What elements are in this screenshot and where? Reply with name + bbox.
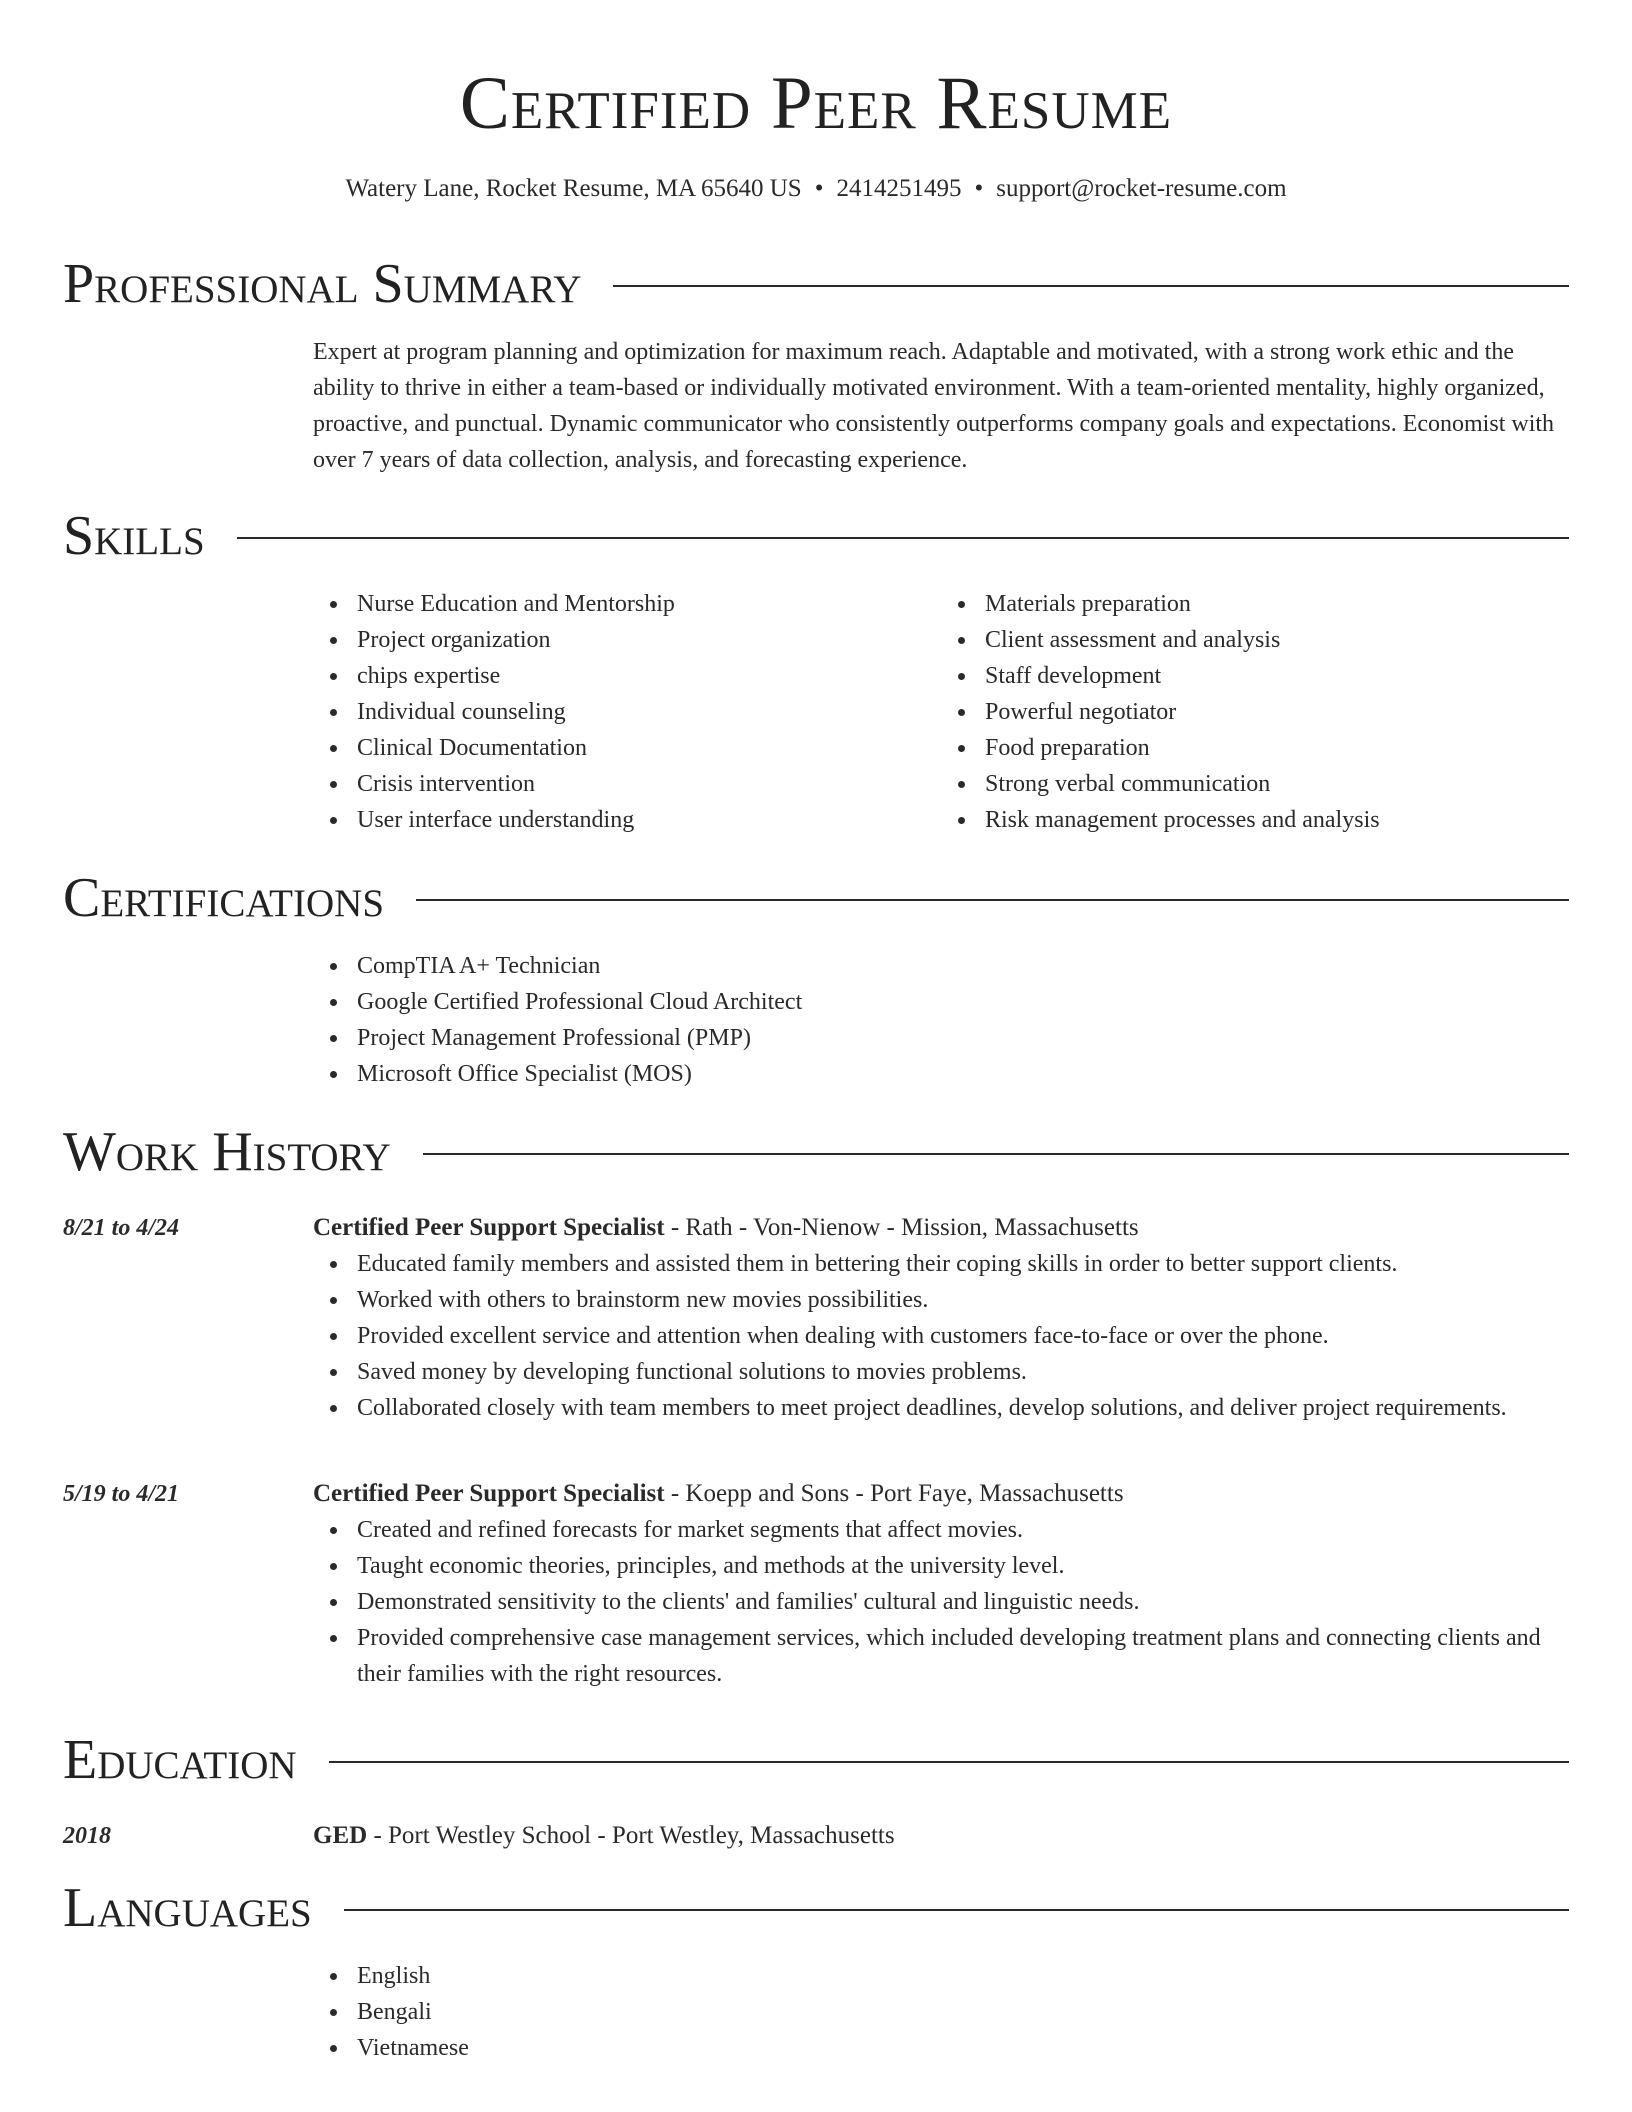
section-divider [423, 1153, 1569, 1155]
language-item: Bengali [357, 1994, 1569, 2030]
section-divider [416, 899, 1569, 901]
summary-heading: Professional Summary [63, 253, 582, 315]
responsibility-item: Saved money by developing functional solutions to movies problems. [357, 1354, 1569, 1390]
education-section-header [63, 1730, 1569, 1790]
certification-item: Google Certified Professional Cloud Architect [357, 984, 1569, 1020]
job-responsibilities [313, 1246, 1569, 1426]
responsibility-item: Provided excellent service and attention when dealing with customers face-to-face or over the phone. [357, 1318, 1569, 1354]
job-title: Certified Peer Support Specialist [313, 1480, 665, 1507]
certification-item: Project Management Professional (PMP) [357, 1020, 1569, 1056]
skills-section-header [63, 506, 1569, 566]
skill-item: Powerful negotiator [985, 694, 1569, 730]
skills-heading: Skills [63, 505, 205, 567]
work-section-header [63, 1122, 1569, 1182]
certification-item: CompTIA A+ Technician [357, 948, 1569, 984]
skill-item: Project organization [357, 622, 941, 658]
languages-heading: Languages [63, 1877, 312, 1939]
languages-list [313, 1958, 1569, 2066]
summary-block [313, 334, 1569, 478]
section-divider [329, 1761, 1569, 1763]
language-item: English [357, 1958, 1569, 1994]
job-responsibilities [313, 1512, 1569, 1692]
contact-separator: • [814, 175, 824, 202]
responsibility-item: Collaborated closely with team members to meet project deadlines, develop solutions, and deliver project requirements. [357, 1390, 1569, 1426]
responsibility-item: Created and refined forecasts for market segments that affect movies. [357, 1512, 1569, 1548]
language-item: Vietnamese [357, 2030, 1569, 2066]
languages-block [313, 1958, 1569, 2066]
resume-title: Certified Peer Resume [459, 62, 1173, 145]
certification-item: Microsoft Office Specialist (MOS) [357, 1056, 1569, 1092]
responsibility-item: Taught economic theories, principles, and methods at the university level. [357, 1548, 1569, 1584]
work-heading: Work History [63, 1121, 391, 1183]
skill-item: Staff development [985, 658, 1569, 694]
certifications-block [313, 948, 1569, 1092]
responsibility-item: Worked with others to brainstorm new movies possibilities. [357, 1282, 1569, 1318]
contact-phone: 2414251495 [836, 175, 962, 202]
contact-email[interactable]: support@rocket-resume.com [996, 175, 1287, 202]
responsibility-item: Demonstrated sensitivity to the clients' and families' cultural and linguistic needs. [357, 1584, 1569, 1620]
job-dates: 5/19 to 4/21 [63, 1481, 180, 1507]
summary-section-header [63, 254, 1569, 314]
job-entry [313, 1476, 1569, 1692]
contact-separator: • [974, 175, 984, 202]
job-dates: 8/21 to 4/24 [63, 1215, 180, 1241]
skills-column-left [313, 586, 941, 838]
skill-item: chips expertise [357, 658, 941, 694]
job-heading [313, 1210, 1569, 1246]
section-divider [613, 285, 1569, 287]
job-employer: - Rath - Von-Nienow - Mission, Massachusetts [664, 1214, 1139, 1241]
skill-item: Nurse Education and Mentorship [357, 586, 941, 622]
responsibility-item: Provided comprehensive case management services, which included developing treatment plans and connecting clients and their families with the right resources. [357, 1620, 1569, 1692]
skill-item: Crisis intervention [357, 766, 941, 802]
job-employer: - Koepp and Sons - Port Faye, Massachusetts [664, 1480, 1124, 1507]
skill-item: Risk management processes and analysis [985, 802, 1569, 838]
certifications-list [313, 948, 1569, 1092]
skill-item: Strong verbal communication [985, 766, 1569, 802]
job-entry [313, 1210, 1569, 1426]
languages-section-header [63, 1878, 1569, 1938]
contact-address: Watery Lane, Rocket Resume, MA 65640 US [345, 175, 802, 202]
skill-item: User interface understanding [357, 802, 941, 838]
education-school: - Port Westley School - Port Westley, Massachusetts [367, 1822, 895, 1849]
skill-item: Individual counseling [357, 694, 941, 730]
section-divider [344, 1909, 1569, 1911]
certifications-section-header [63, 868, 1569, 928]
skill-item: Materials preparation [985, 586, 1569, 622]
skill-item: Clinical Documentation [357, 730, 941, 766]
skills-column-right [941, 586, 1569, 838]
education-line [313, 1818, 1569, 1854]
job-heading [313, 1476, 1569, 1512]
skill-item: Food preparation [985, 730, 1569, 766]
skills-list [313, 586, 1569, 838]
responsibility-item: Educated family members and assisted them in bettering their coping skills in order to better support clients. [357, 1246, 1569, 1282]
education-degree: GED [313, 1822, 368, 1849]
summary-text: Expert at program planning and optimization for maximum reach. Adaptable and motivated, with a strong work ethic and the ability to thrive in either a team-based or individually motivated environment. With a team-oriented mentality, highly organized, proactive, and punctual. Dynamic communicator who consistently outperforms company goals and expectations. Economist with over 7 years of data collection, analysis, and forecasting experience. [313, 339, 1555, 473]
education-entry [313, 1818, 1569, 1854]
certifications-heading: Certifications [63, 867, 385, 929]
education-year: 2018 [63, 1823, 111, 1849]
contact-line [0, 174, 1632, 204]
skill-item: Client assessment and analysis [985, 622, 1569, 658]
education-heading: Education [63, 1729, 297, 1791]
section-divider [237, 537, 1569, 539]
job-title: Certified Peer Support Specialist [313, 1214, 665, 1241]
